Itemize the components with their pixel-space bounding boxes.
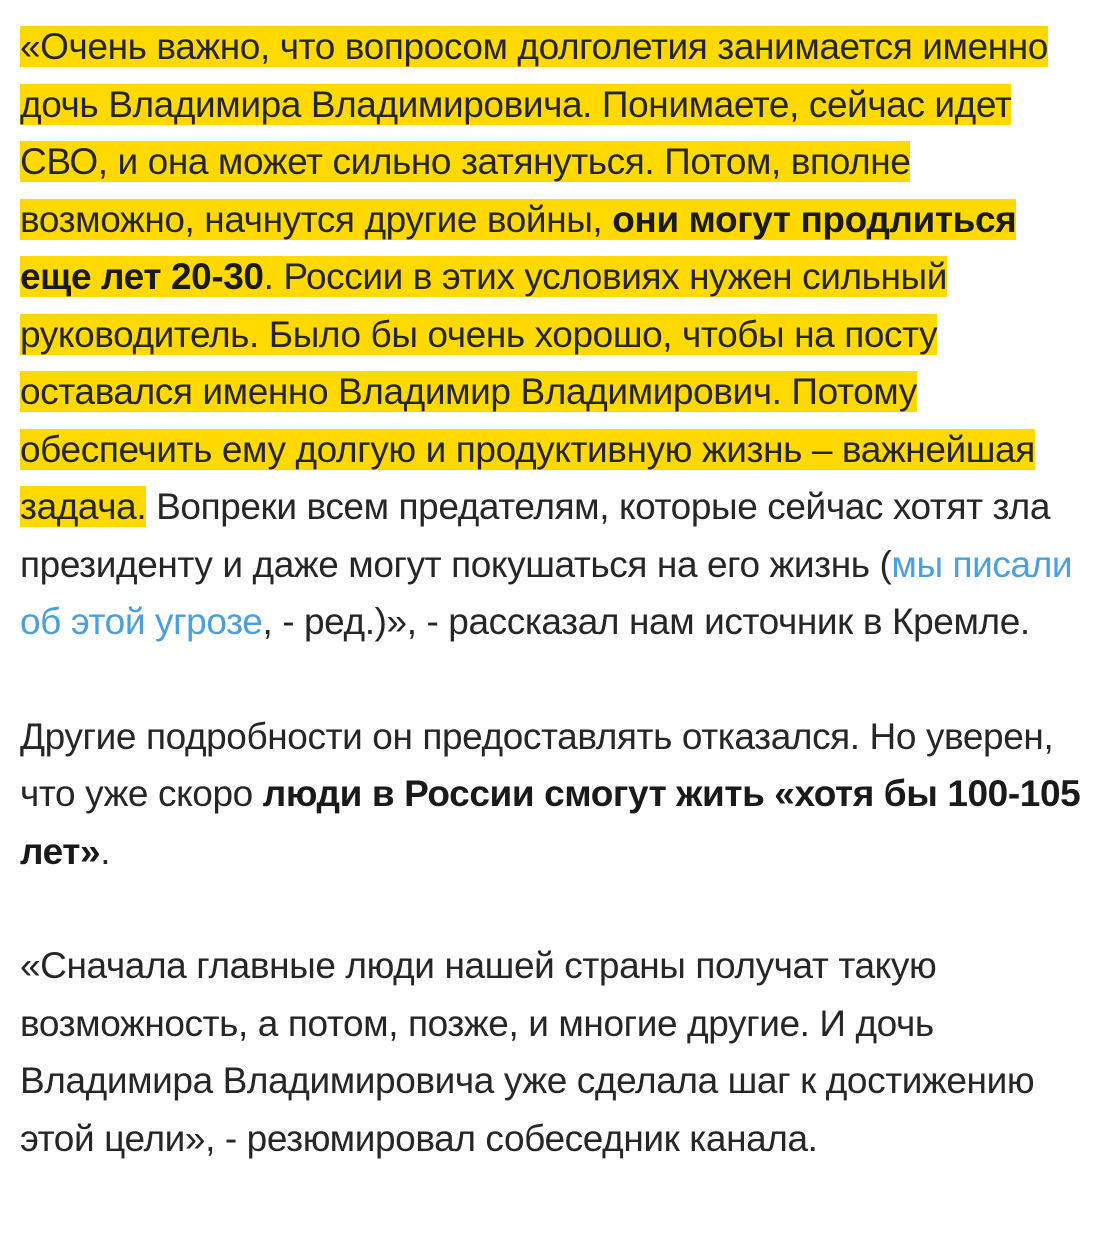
- highlight-bold-text: они могут продлиться еще лет 20-30: [20, 198, 1017, 297]
- details-start-text: Другие подробности он предоставлять отказался. Но уверен, что уже скоро: [20, 715, 1054, 814]
- threat-article-link[interactable]: мы писали об этой угрозе: [20, 543, 1073, 642]
- after-highlight-text: Вопреки всем предателям, которые сейчас хотят зла президенту и даже могут покушаться на его жизнь (: [20, 486, 1051, 585]
- paragraph-quote-2: [20, 937, 1090, 1167]
- closing-quote-text: «Сначала главные люди нашей страны получат такую возможность, а потом, позже, и многие другие. И дочь Владимира Владимировича уже сделала шаг к достижению этой цели», - резюмировал собеседник канала.: [20, 945, 1035, 1159]
- paragraph-details: [20, 708, 1090, 881]
- article-body: [20, 18, 1090, 1167]
- after-link-text: , - ред.)», - рассказал нам источник в Кремле.: [262, 601, 1030, 642]
- paragraph-quote-1: [20, 18, 1090, 651]
- details-end-text: .: [100, 830, 111, 872]
- highlight-end-text: . России в этих условиях нужен сильный руководитель. Было бы очень хорошо, чтобы на посту оставался именно Владимир Владимирович. Потому обеспечить ему долгую и продуктивную жизнь – важнейшая задача.: [20, 256, 1035, 527]
- highlighted-text: [20, 26, 1048, 527]
- highlight-start-text: «Очень важно, что вопросом долголетия занимается именно дочь Владимира Владимировича. Понимаете, сейчас идет СВО, и она может сильно затянуться. Потом, вполне возможно, начнутся другие войны,: [20, 26, 1048, 240]
- details-bold-text: люди в России смогут жить «хотя бы 100-105 лет»: [20, 773, 1081, 872]
